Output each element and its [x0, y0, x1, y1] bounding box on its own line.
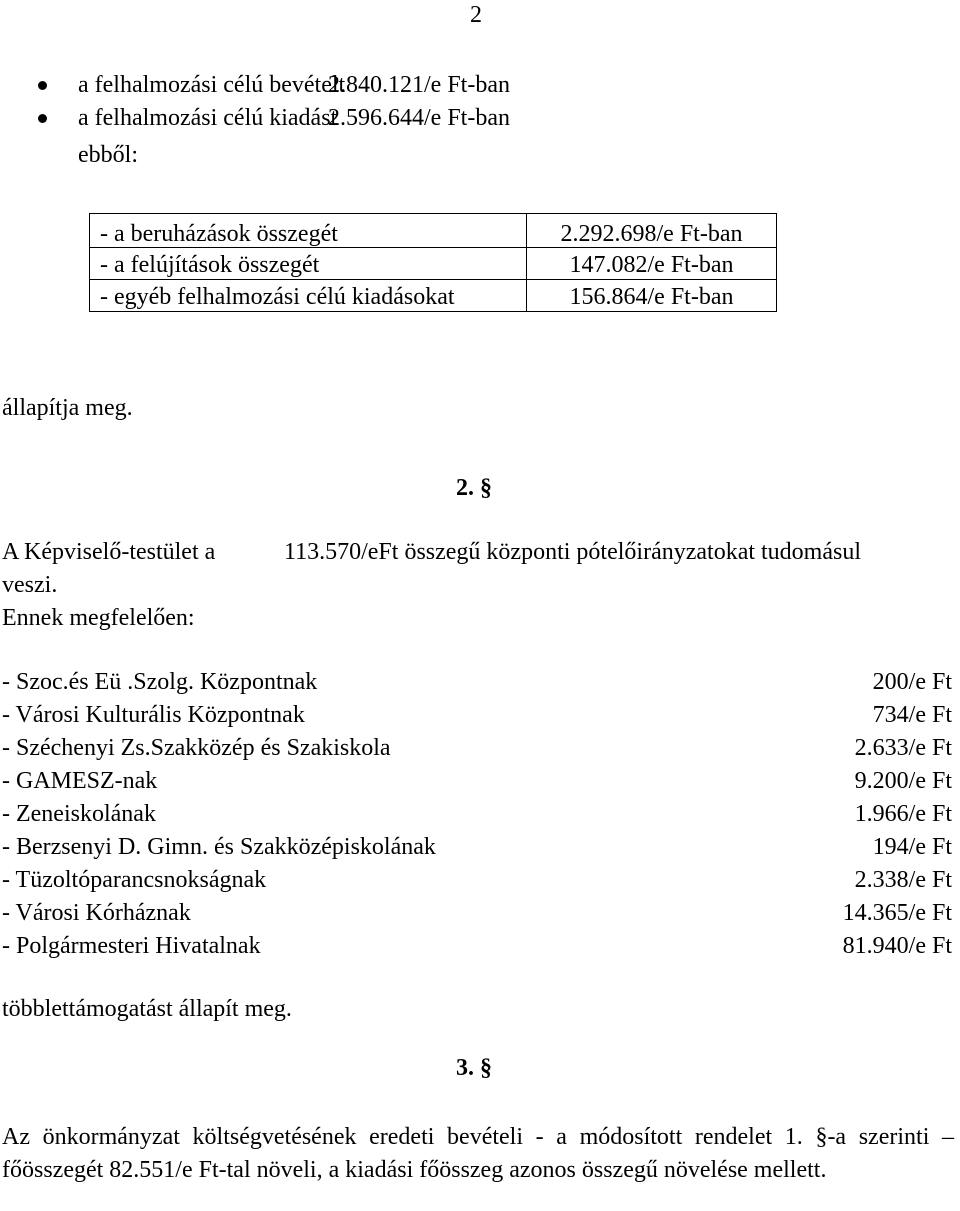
allocation-name: - Széchenyi Zs.Szakközép és Szakiskola — [2, 735, 391, 761]
list-item — [2, 736, 952, 769]
section-heading: 3. § — [456, 1055, 492, 1081]
allocation-name: - Városi Kulturális Központnak — [2, 702, 305, 728]
allocation-amount: 200/e Ft — [872, 669, 952, 695]
list-item — [2, 901, 952, 934]
section3-paragraph: Az önkormányzat költségvetésének eredeti bevételi - a módosított rendelet 1. §-a szerinti – főösszegét 82.551/e Ft-tal növeli, a kiadási főösszeg azonos összegű növelése mellett. — [2, 1124, 954, 1183]
section2-intro-left: A Képviselő-testület a — [2, 539, 216, 565]
table-cell-value: 147.082/e Ft-ban — [527, 248, 777, 280]
allocation-amount: 9.200/e Ft — [854, 768, 952, 794]
section-heading: 2. § — [456, 475, 492, 501]
table-cell-label: - egyéb felhalmozási célú kiadásokat — [90, 280, 527, 312]
allocation-name: - Berzsenyi D. Gimn. és Szakközépiskolának — [2, 834, 436, 860]
list-item — [2, 802, 952, 835]
list-item — [2, 769, 952, 802]
table-cell-value: 2.292.698/e Ft-ban — [527, 214, 777, 248]
bullet-icon — [38, 81, 47, 90]
section2-intro-cont: veszi. — [2, 572, 58, 598]
allocation-amount: 734/e Ft — [872, 702, 952, 728]
list-item — [2, 670, 952, 703]
allocation-amount: 2.338/e Ft — [854, 867, 952, 893]
allocation-list — [2, 670, 952, 967]
allocation-amount: 194/e Ft — [872, 834, 952, 860]
table-row — [90, 214, 777, 248]
investment-table — [89, 213, 777, 312]
allocation-amount: 1.966/e Ft — [854, 801, 952, 827]
allocation-amount: 2.633/e Ft — [854, 735, 952, 761]
bullet-text: a felhalmozási célú kiadást — [78, 105, 338, 131]
bullet-text: a felhalmozási célú bevételt — [78, 72, 346, 98]
bullet-value: 2.596.644/e Ft-ban — [328, 105, 510, 131]
ebbol-label: ebből: — [78, 142, 138, 168]
allocation-name: - Tüzoltóparancsnokságnak — [2, 867, 267, 893]
list-item — [2, 868, 952, 901]
list-item — [2, 703, 952, 736]
allocation-amount: 14.365/e Ft — [842, 900, 952, 926]
allocation-name: - Városi Kórháznak — [2, 900, 191, 926]
bullet-value: 2.840.121/e Ft-ban — [328, 72, 510, 98]
list-item — [2, 835, 952, 868]
table-cell-value: 156.864/e Ft-ban — [527, 280, 777, 312]
table-cell-label: - a beruházások összegét — [90, 214, 527, 248]
table-row — [90, 280, 777, 312]
allocation-name: - GAMESZ-nak — [2, 768, 158, 794]
allapitja-text: állapítja meg. — [2, 395, 133, 421]
list-item — [2, 934, 952, 967]
table-cell-label: - a felújítások összegét — [90, 248, 527, 280]
table-row — [90, 248, 777, 280]
allocation-name: - Polgármesteri Hivatalnak — [2, 933, 261, 959]
allocation-amount: 81.940/e Ft — [842, 933, 952, 959]
ennek-label: Ennek megfelelően: — [2, 605, 195, 631]
bullet-icon — [38, 114, 47, 123]
page-number: 2 — [470, 2, 482, 28]
allocation-name: - Szoc.és Eü .Szolg. Központnak — [2, 669, 318, 695]
closing-text: többlettámogatást állapít meg. — [2, 996, 292, 1022]
section2-intro-right: 113.570/eFt összegű központi pótelőirányzatokat tudomásul — [284, 539, 862, 565]
allocation-name: - Zeneiskolának — [2, 801, 156, 827]
